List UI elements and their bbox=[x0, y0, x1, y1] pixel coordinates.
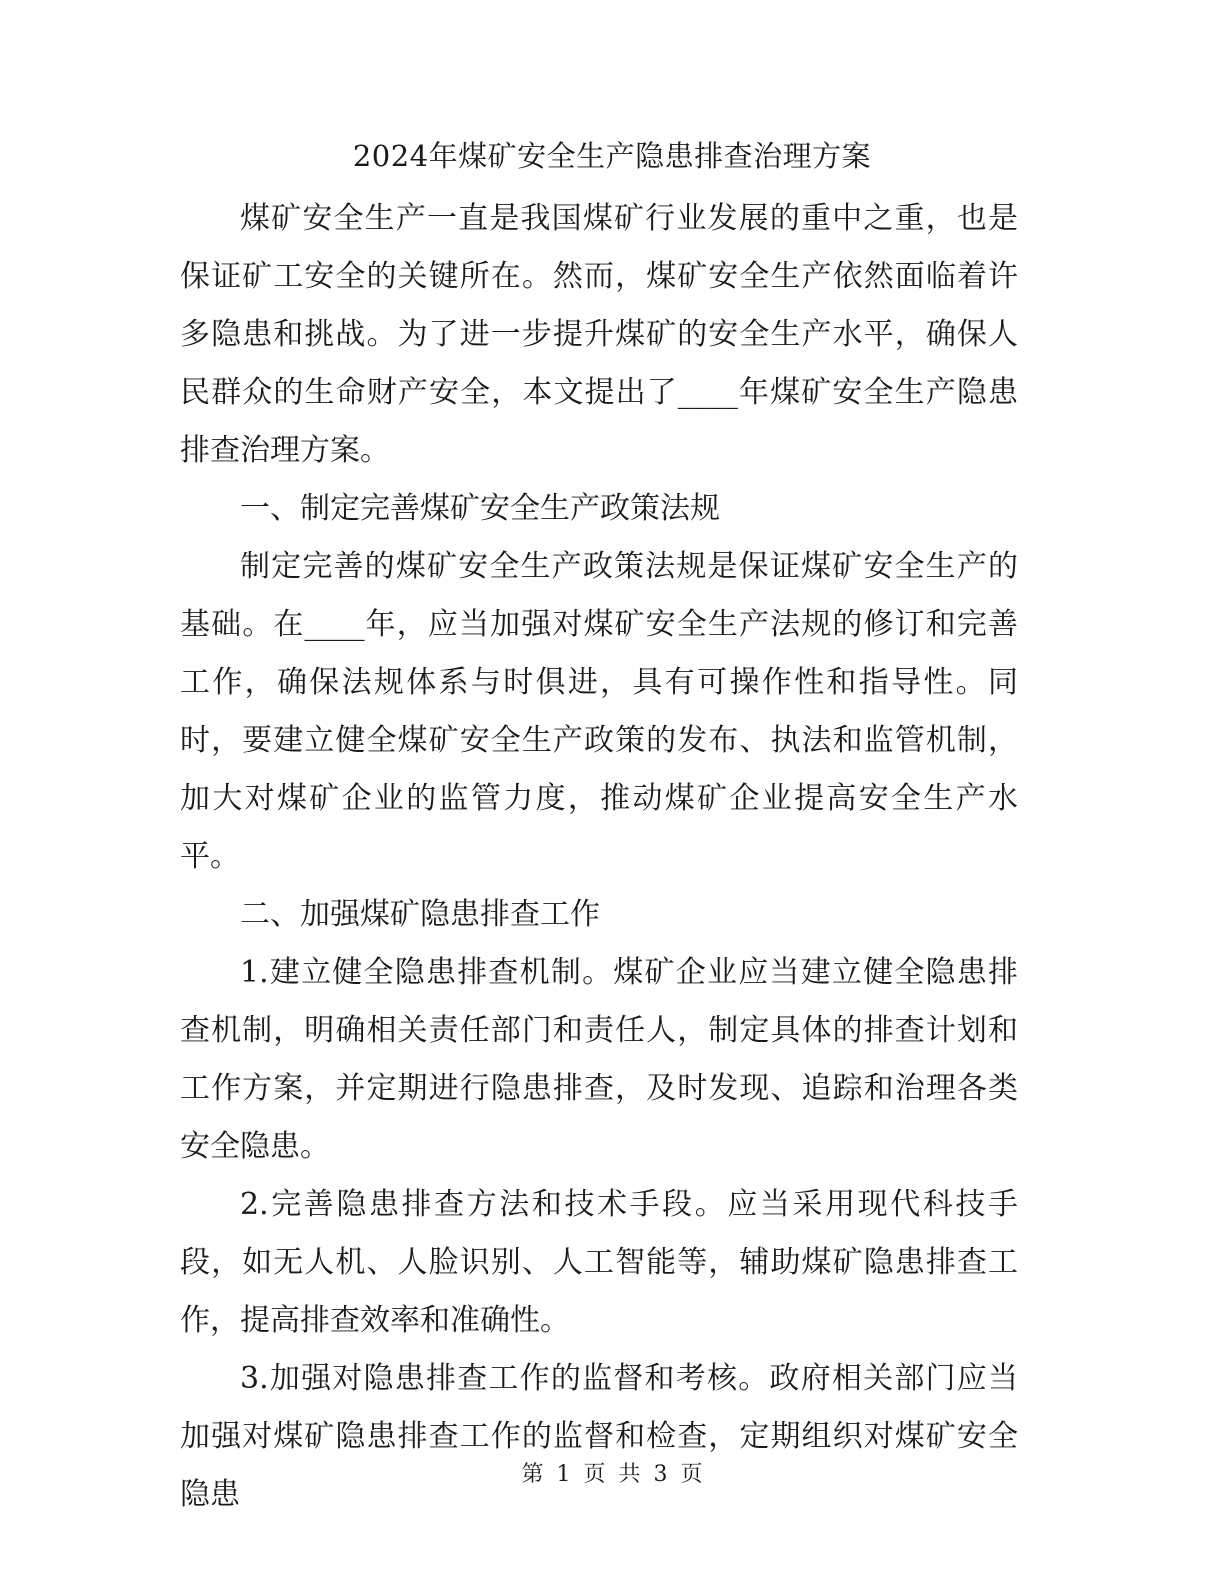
intro-paragraph: 煤矿安全生产一直是我国煤矿行业发展的重中之重，也是保证矿工安全的关键所在。然而，煤矿安全生产依然面临着许多隐患和挑战。为了进一步提升煤矿的安全生产水平，确保人民群众的生命财产安全，本文提出了____年煤矿安全生产隐患排查治理方案。 bbox=[180, 201, 1018, 468]
section-heading-2: 二、加强煤矿隐患排查工作 bbox=[240, 897, 600, 932]
section-1-paragraph: 制定完善的煤矿安全生产政策法规是保证煤矿安全生产的基础。在____年，应当加强对煤矿安全生产法规的修订和完善工作，确保法规体系与时俱进，具有可操作性和指导性。同时，要建立健全煤矿安全生产政策的发布、执法和监管机制，加大对煤矿企业的监管力度，推动煤矿企业提高安全生产水平。 bbox=[180, 549, 1018, 874]
item-2-paragraph: 2.完善隐患排查方法和技术手段。应当采用现代科技手段，如无人机、人脸识别、人工智能等，辅助煤矿隐患排查工作，提高排查效率和准确性。 bbox=[180, 1187, 1018, 1338]
item-3-paragraph: 3.加强对隐患排查工作的监督和考核。政府相关部门应当加强对煤矿隐患排查工作的监督和检查，定期组织对煤矿安全隐患 bbox=[180, 1361, 1018, 1512]
section-heading-1: 一、制定完善煤矿安全生产政策法规 bbox=[240, 491, 720, 526]
item-1-paragraph: 1.建立健全隐患排查机制。煤矿企业应当建立健全隐患排查机制，明确相关责任部门和责任人，制定具体的排查计划和工作方案，并定期进行隐患排查，及时发现、追踪和治理各类安全隐患。 bbox=[180, 955, 1018, 1164]
page-footer: 第 1 页 共 3 页 bbox=[521, 1462, 703, 1487]
document-title: 2024年煤矿安全生产隐患排查治理方案 bbox=[352, 139, 872, 173]
document-body bbox=[180, 190, 1018, 1524]
